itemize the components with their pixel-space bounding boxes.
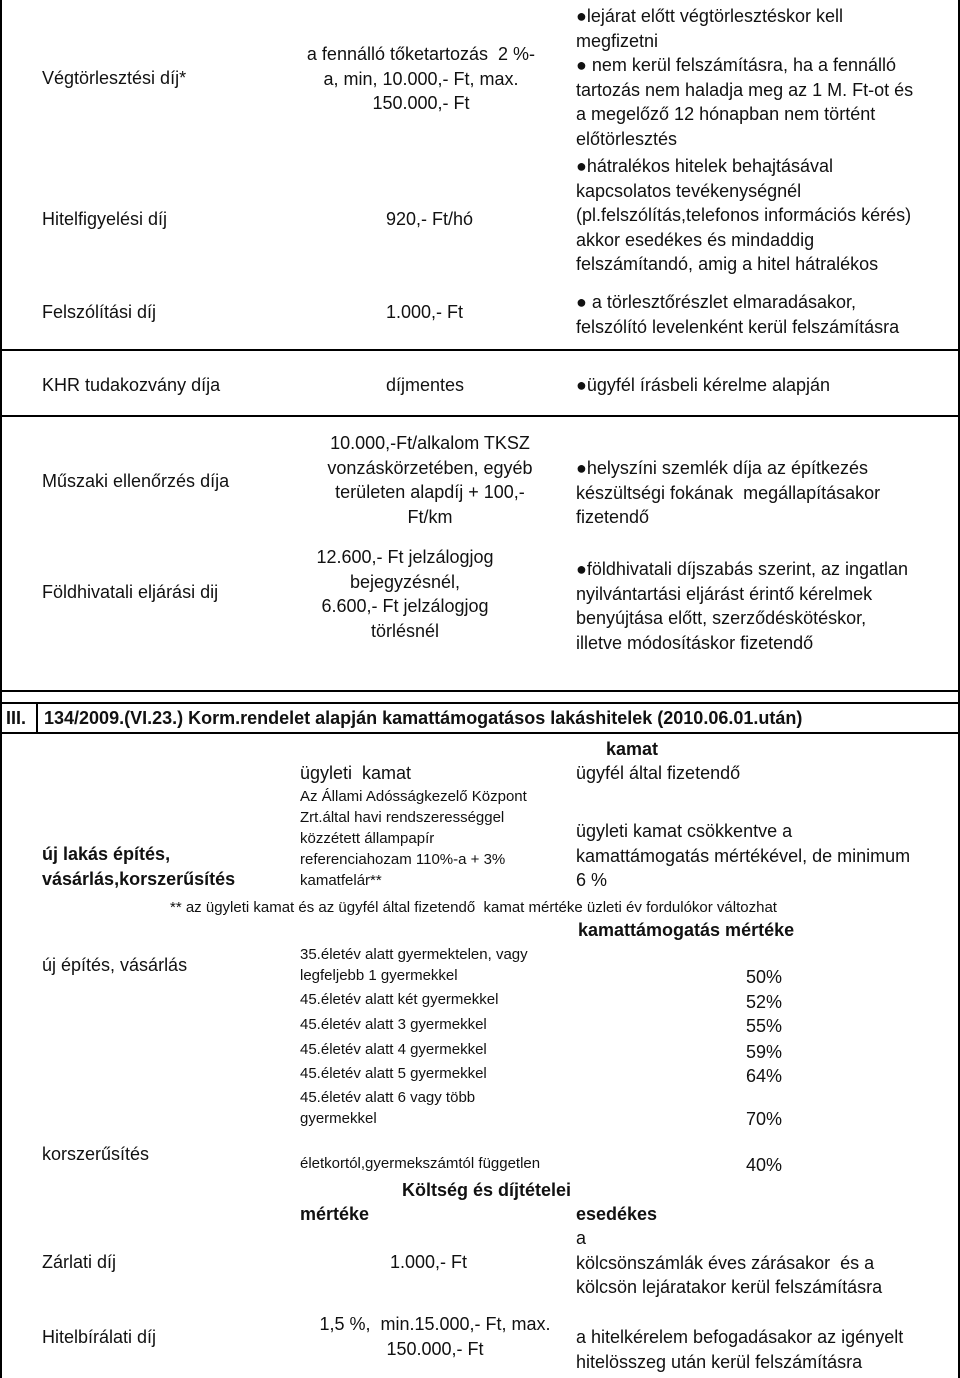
support-row-value: 40% bbox=[746, 1155, 783, 1175]
support-row-label: életkortól,gyermekszámtól független bbox=[300, 1155, 541, 1172]
support-row-label: 45.életév alatt 5 gyermekkel bbox=[300, 1065, 487, 1082]
row-divider bbox=[0, 702, 960, 704]
fee-amount-foldhivatali: 12.600,- Ft jelzálogjog bejegyzésnél, 6.600,- Ft jelzálogjog törlésnél bbox=[316, 547, 494, 641]
cost-note-hitelbiralati: a hitelkérelem befogadásakor az igényelt hitelösszeg után kerül felszámításra bbox=[576, 1327, 904, 1372]
fee-name-hitelfigyeles: Hitelfigyelési díj bbox=[42, 209, 168, 229]
support-row-value: 50% bbox=[746, 967, 783, 987]
col-ugyfel-altal-fizetendo: ügyfél által fizetendő bbox=[576, 763, 741, 783]
support-header: kamattámogatás mértéke bbox=[578, 920, 795, 940]
column-divider bbox=[36, 702, 38, 734]
cost-name-zarlati: Zárlati díj bbox=[42, 1252, 117, 1272]
col-ugyleti-kamat: ügyleti kamat bbox=[300, 763, 412, 783]
fee-note-vegtorlesztes: ●lejárat előtt végtörlesztéskor kell megfizetni ● nem kerül felszámításra, ha a fennálló tartozás nem haladja meg az 1 M. Ft-ot és a megelőző 12 hónapban nem történt előtörlesztés bbox=[576, 6, 914, 149]
table-border-left bbox=[0, 0, 2, 1378]
row-divider bbox=[0, 732, 960, 734]
support-row-value: 55% bbox=[746, 1016, 783, 1036]
support-row-label: 45.életév alatt 4 gyermekkel bbox=[300, 1041, 487, 1058]
fee-note-felszolitas: ● a törlesztőrészlet elmaradásakor, felszólító levelenként kerül felszámításra bbox=[576, 292, 900, 337]
costs-col-amount: mértéke bbox=[300, 1204, 370, 1224]
fee-name-felszolitas: Felszólítási díj bbox=[42, 302, 157, 322]
costs-col-due: esedékes bbox=[576, 1204, 658, 1224]
support-row-label: 45.életév alatt két gyermekkel bbox=[300, 991, 499, 1008]
support-row-value: 52% bbox=[746, 992, 783, 1012]
kamat-footnote: ** az ügyleti kamat és az ügyfél által fizetendő kamat mértéke üzleti év fordulókor változhat bbox=[170, 899, 777, 916]
cost-name-hitelbiralati: Hitelbírálati díj bbox=[42, 1327, 157, 1347]
support-row-label: 45.életév alatt 6 vagy több gyermekkel bbox=[300, 1089, 476, 1127]
fee-amount-felszolitas: 1.000,- Ft bbox=[386, 302, 464, 322]
support-row-label: 35.életév alatt gyermektelen, vagy legfeljebb 1 gyermekkel bbox=[300, 946, 528, 984]
row-label-uj-lakas: új lakás építés, vásárlás,korszerűsítés bbox=[42, 844, 236, 889]
fee-note-hitelfigyeles: ●hátralékos hitelek behajtásával kapcsolatos tevékenységnél (pl.felszólítás,telefonos információs kérés) akkor esedékes és mindaddig felszámítandó, amig a hitel hátralékos bbox=[576, 156, 912, 274]
cost-amount-hitelbiralati: 1,5 %, min.15.000,- Ft, max. 150.000,- Ft bbox=[319, 1314, 551, 1359]
support-row-value: 70% bbox=[746, 1109, 783, 1129]
costs-title: Költség és díjtételei bbox=[402, 1180, 572, 1200]
cost-amount-zarlati: 1.000,- Ft bbox=[390, 1252, 468, 1272]
fee-amount-hitelfigyeles: 920,- Ft/hó bbox=[386, 209, 474, 229]
support-row-value: 64% bbox=[746, 1066, 783, 1086]
fee-name-foldhivatali: Földhivatali eljárási dij bbox=[42, 582, 219, 602]
support-row-label: 45.életév alatt 3 gyermekkel bbox=[300, 1016, 487, 1033]
row-divider bbox=[0, 690, 960, 692]
support-row-value: 59% bbox=[746, 1042, 783, 1062]
row-divider bbox=[0, 349, 960, 351]
fee-name-khr: KHR tudakozvány díja bbox=[42, 375, 221, 395]
fee-amount-vegtorlesztes: a fennálló tőketartozás 2 %- a, min, 10.000,- Ft, max. 150.000,- Ft bbox=[306, 44, 536, 113]
fee-note-foldhivatali: ●földhivatali díjszabás szerint, az ingatlan nyilvántartási eljárást érintő kérelmek benyújtása előtt, szerződéskötéskor, illetve módosításkor fizetendő bbox=[576, 559, 909, 653]
kamat-header: kamat bbox=[606, 739, 659, 759]
cost-note-zarlati: a kölcsönszámlák éves zárásakor és a kölcsön lejáratakor kerül felszámításra bbox=[576, 1228, 883, 1297]
row-divider bbox=[0, 415, 960, 417]
fee-name-vegtorlesztes: Végtörlesztési díj* bbox=[42, 68, 187, 88]
fee-amount-khr: díjmentes bbox=[386, 375, 465, 395]
row-ugyleti-text: Az Állami Adósságkezelő Központ Zrt.által havi rendszerességgel közzétett állampapír referenciahozam 110%-a + 3% kamatfelár** bbox=[300, 788, 527, 889]
fee-note-muszaki: ●helyszíni szemlék díja az építkezés készültségi fokának megállapításakor fizetendő bbox=[576, 458, 881, 527]
fee-amount-muszaki: 10.000,-Ft/alkalom TKSZ vonzáskörzetében, egyéb területen alapdíj + 100,- Ft/km bbox=[327, 433, 533, 527]
group-uj-epites: új építés, vásárlás bbox=[42, 955, 188, 975]
group-korszerusites: korszerűsítés bbox=[42, 1144, 150, 1164]
section-roman-numeral: III. bbox=[6, 708, 27, 728]
row-ugyfel-text: ügyleti kamat csökkentve a kamattámogatás mértékével, de minimum 6 % bbox=[576, 821, 911, 890]
section-title: 134/2009.(VI.23.) Korm.rendelet alapján kamattámogatásos lakáshitelek (2010.06.01.után) bbox=[44, 708, 803, 728]
fee-name-muszaki: Műszaki ellenőrzés díja bbox=[42, 471, 230, 491]
fee-note-khr: ●ügyfél írásbeli kérelme alapján bbox=[576, 375, 831, 395]
